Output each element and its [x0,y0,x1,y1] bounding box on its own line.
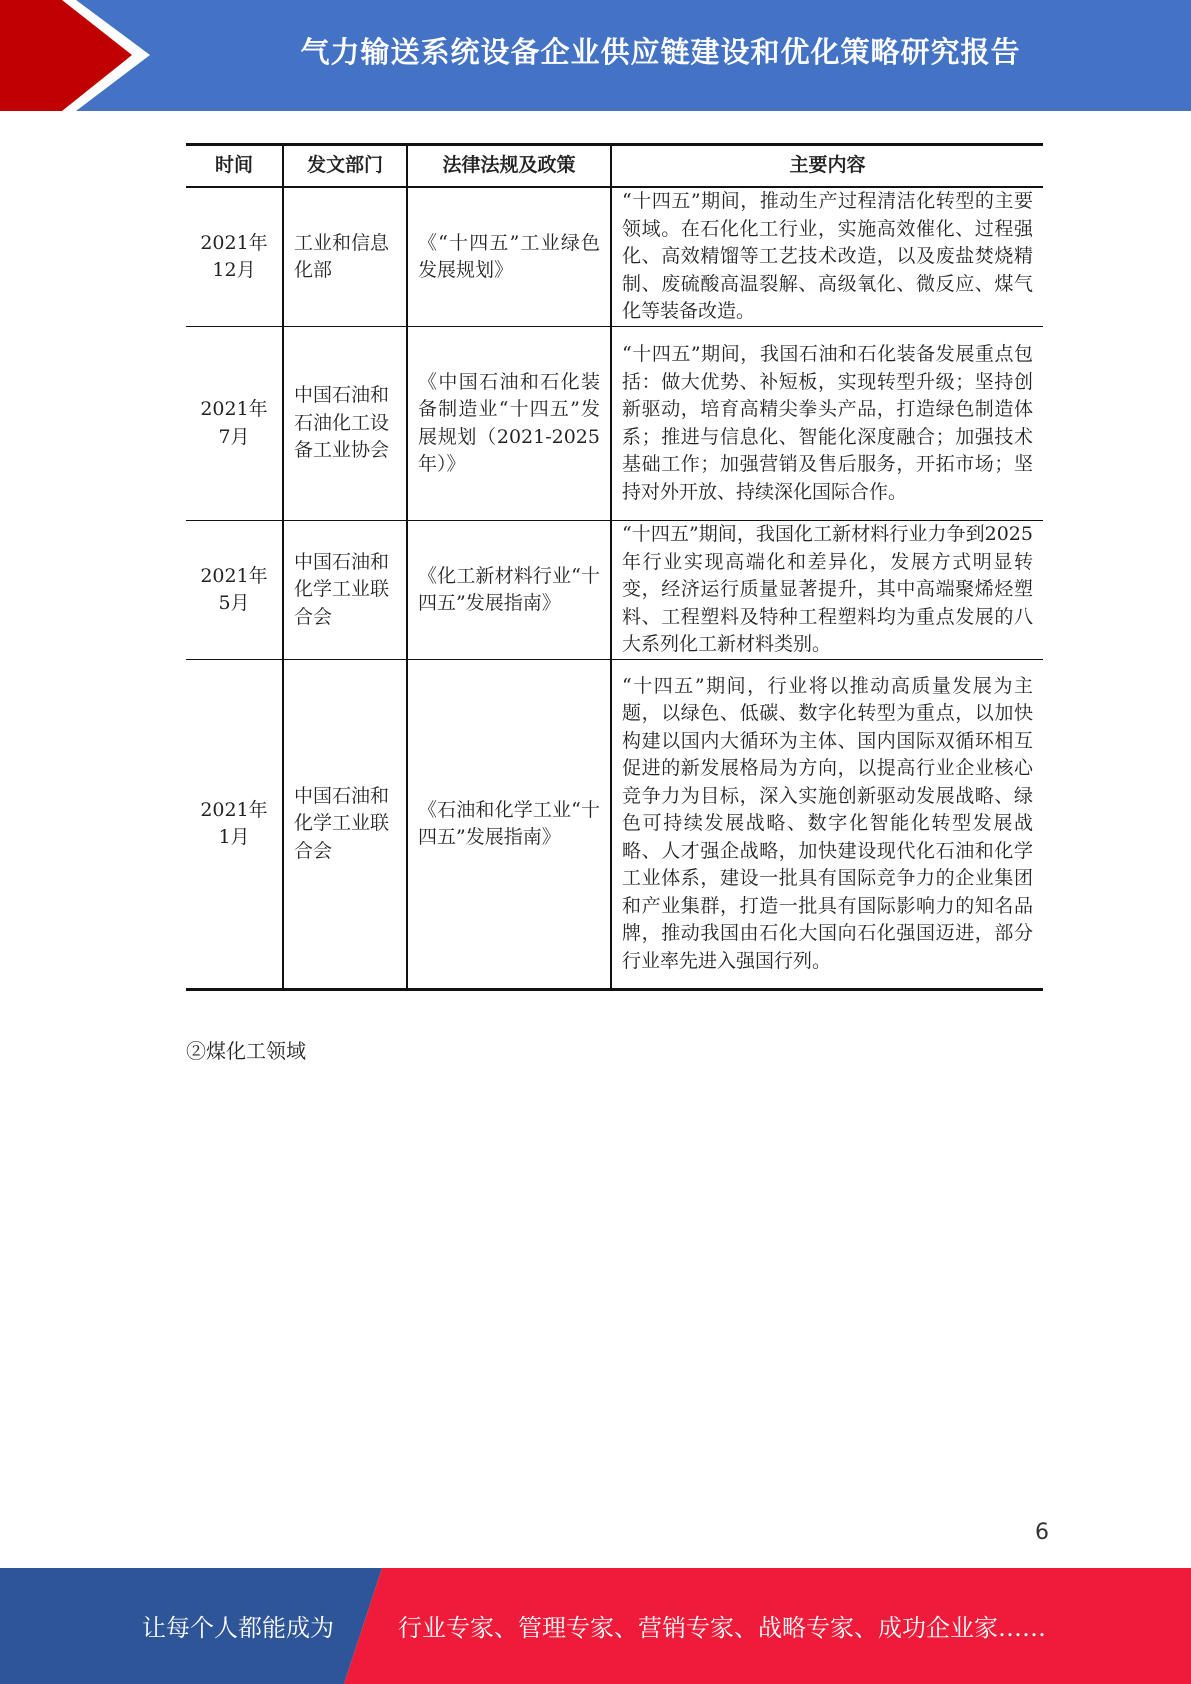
cell-date: 2021年7月 [186,327,283,521]
table-header-row [186,145,1043,188]
report-title: 气力输送系统设备企业供应链建设和优化策略研究报告 [300,35,1021,69]
cell-policy: 《中国石油和石化装备制造业“十四五”发展规划（2021-2025年）》 [407,327,611,521]
cell-date: 2021年5月 [186,521,283,660]
cell-date: 2021年12月 [186,187,283,327]
footer-slogan-right: 行业专家、管理专家、营销专家、战略专家、成功企业家…… [398,1614,1046,1642]
cell-policy: 《“十四五”工业绿色发展规划》 [407,187,611,327]
cell-department: 中国石油和石油化工设备工业协会 [283,327,407,521]
table-row [186,660,1043,990]
col-header-policy: 法律法规及政策 [407,145,611,188]
col-header-department: 发文部门 [283,145,407,188]
cell-policy: 《化工新材料行业“十四五”发展指南》 [407,521,611,660]
cell-department: 中国石油和化学工业联合会 [283,521,407,660]
table-row [186,521,1043,660]
page-number: 6 [1035,1520,1049,1545]
cell-policy: 《石油和化学工业“十四五”发展指南》 [407,660,611,990]
chevron-arrow-icon [0,0,160,111]
footer-slogan-left: 让每个人都能成为 [142,1614,334,1642]
cell-content: “十四五”期间，行业将以推动高质量发展为主题，以绿色、低碳、数字化转型为重点，以加快构建以国内大循环为主体、国内国际双循环相互促进的新发展格局为方向，以提高行业企业核心竞争力为目标，深入实施创新驱动发展战略、绿色可持续发展战略、数字化智能化转型发展战略、人才强企战略，加快建设现代化石油和化学工业体系，建设一批具有国际竞争力的企业集团和产业集群，打造一批具有国际影响力的知名品牌，推动我国由石化大国向石化强国迈进，部分行业率先进入强国行列。 [611,660,1043,990]
table-row [186,187,1043,327]
cell-content: “十四五”期间，推动生产过程清洁化转型的主要领域。在石化化工行业，实施高效催化、过程强化、高效精馏等工艺技术改造，以及废盐焚烧精制、废硫酸高温裂解、高级氧化、微反应、煤气化等装备改造。 [611,187,1043,327]
cell-department: 中国石油和化学工业联合会 [283,660,407,990]
footer-banner [0,1568,1191,1684]
cell-department: 工业和信息化部 [283,187,407,327]
col-header-time: 时间 [186,145,283,188]
policy-table [186,143,1043,991]
col-header-content: 主要内容 [611,145,1043,188]
section-heading: ②煤化工领域 [186,1039,306,1063]
cell-date: 2021年1月 [186,660,283,990]
cell-content: “十四五”期间，我国石油和石化装备发展重点包括：做大优势、补短板，实现转型升级；坚持创新驱动，培育高精尖拳头产品，打造绿色制造体系；推进与信息化、智能化深度融合；加强技术基础工作；加强营销及售后服务，开拓市场；坚持对外开放、持续深化国际合作。 [611,327,1043,521]
header-banner [0,0,1191,111]
cell-content: “十四五”期间，我国化工新材料行业力争到2025年行业实现高端化和差异化，发展方式明显转变，经济运行质量显著提升，其中高端聚烯烃塑料、工程塑料及特种工程塑料均为重点发展的八大系列化工新材料类别。 [611,521,1043,660]
table-row [186,327,1043,521]
